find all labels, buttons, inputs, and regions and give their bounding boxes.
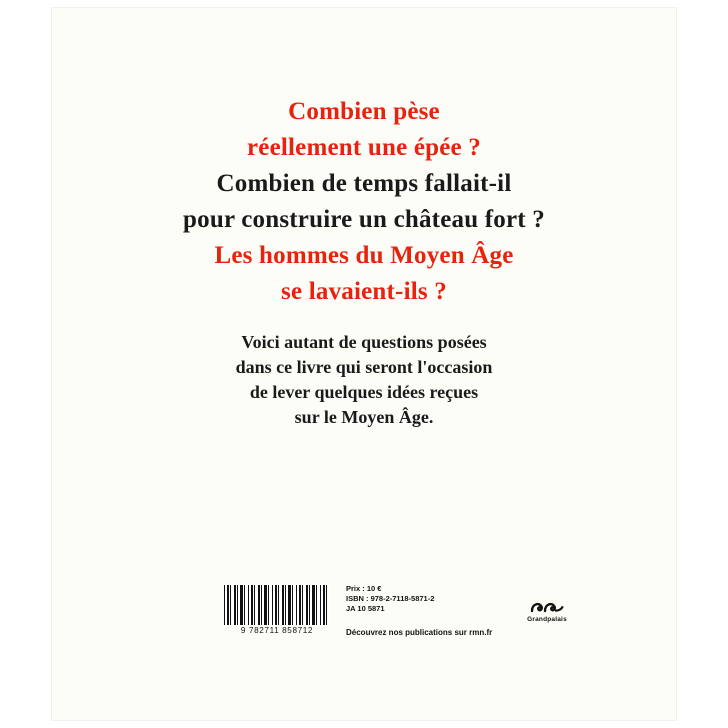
- grandpalais-mark-icon: [530, 600, 564, 614]
- summary-line: de lever quelques idées reçues: [249, 382, 479, 402]
- headline-line: réellement une épée ?: [247, 134, 481, 161]
- barcode-number: 9 782711 858712: [240, 626, 314, 635]
- summary-line: Voici autant de questions posées: [241, 332, 487, 352]
- book-back-cover: [52, 8, 676, 720]
- catalog-code-line: JA 10 5871: [346, 604, 385, 613]
- summary-line: sur le Moyen Âge.: [294, 407, 434, 427]
- cover-footer: [52, 578, 676, 658]
- headline-line: Les hommes du Moyen Âge: [214, 242, 514, 269]
- publisher-logo: [519, 600, 575, 623]
- summary-paragraph: [52, 330, 676, 430]
- headline-line: se lavaient-ils ?: [281, 278, 447, 305]
- headline-line: Combien pèse: [288, 98, 440, 125]
- barcode-block: [224, 585, 330, 635]
- publications-note: Découvrez nos publications sur rmn.fr: [346, 628, 493, 637]
- pricing-block: [346, 584, 434, 614]
- headline-block: [52, 94, 676, 310]
- headline-line: Combien de temps fallait-il: [216, 170, 512, 197]
- barcode-icon: [224, 585, 330, 625]
- summary-line: dans ce livre qui seront l'occasion: [235, 357, 493, 377]
- publisher-name: Grandpalais: [527, 616, 567, 623]
- price-line: Prix : 10 €: [346, 584, 382, 593]
- headline-line: pour construire un château fort ?: [183, 206, 545, 233]
- isbn-line: ISBN : 978-2-7118-5871-2: [346, 594, 435, 603]
